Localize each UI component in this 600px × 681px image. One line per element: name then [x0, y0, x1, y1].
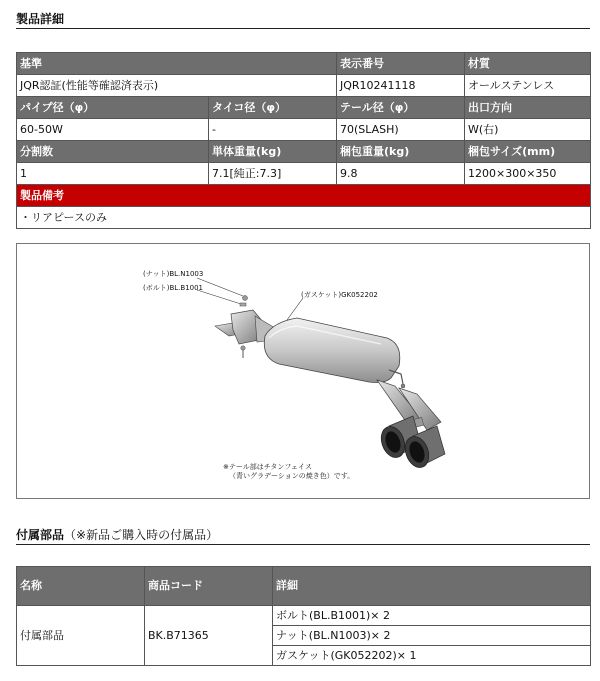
header-cell: 出口方向: [465, 97, 591, 119]
header-cell: 商品コード: [145, 567, 273, 606]
remarks-header: 製品備考: [17, 185, 591, 207]
table-row: [17, 207, 591, 229]
product-details-title: 製品詳細: [16, 12, 65, 26]
value-cell: 9.8: [337, 163, 465, 185]
spec-table: [16, 52, 591, 229]
header-cell: タイコ径（φ）: [209, 97, 337, 119]
value-cell: W(右): [465, 119, 591, 141]
value-cell: -: [209, 119, 337, 141]
accessory-detail: ガスケット(GK052202)× 1: [273, 646, 591, 666]
header-cell: 詳細: [273, 567, 591, 606]
gasket-label: (ガスケット)GK052202: [301, 291, 378, 299]
accessory-detail: ボルト(BL.B1001)× 2: [273, 606, 591, 626]
accessory-detail: ナット(BL.N1003)× 2: [273, 626, 591, 646]
header-cell: 梱包重量(kg): [337, 141, 465, 163]
header-cell: 単体重量(kg): [209, 141, 337, 163]
accessory-name: 付属部品: [17, 606, 145, 666]
table-row: [17, 606, 591, 626]
value-cell: JQR10241118: [337, 75, 465, 97]
table-row: [17, 97, 591, 119]
table-row: [17, 119, 591, 141]
accessories-title: [16, 526, 218, 543]
tail-note-line2: （青いグラデーションの焼き色）です。: [229, 472, 355, 480]
accessories-title-text: 付属部品: [16, 528, 65, 542]
accessories-title-note: （※新品ご購入時の付属品）: [64, 528, 219, 542]
header-cell: 基準: [17, 53, 337, 75]
remarks-value: ・リアピースのみ: [17, 207, 591, 229]
accessory-code: BK.B71365: [145, 606, 273, 666]
table-row: [17, 567, 591, 606]
header-cell: 分割数: [17, 141, 209, 163]
accessories-table: [16, 566, 591, 666]
header-cell: 材質: [465, 53, 591, 75]
title-divider: [16, 28, 590, 29]
value-cell: 7.1[純正:7.3]: [209, 163, 337, 185]
table-row: [17, 75, 591, 97]
muffler-illustration: [17, 244, 589, 498]
value-cell: 60-50W: [17, 119, 209, 141]
header-cell: パイプ径（φ）: [17, 97, 209, 119]
value-cell: JQR認証(性能等確認済表示): [17, 75, 337, 97]
value-cell: 70(SLASH): [337, 119, 465, 141]
header-cell: テール径（φ）: [337, 97, 465, 119]
header-cell: 表示番号: [337, 53, 465, 75]
bolt-label: (ボルト)BL.B1001: [143, 284, 204, 292]
exhaust-diagram: [16, 243, 590, 499]
table-row: [17, 141, 591, 163]
value-cell: 1200×300×350: [465, 163, 591, 185]
value-cell: オールステンレス: [465, 75, 591, 97]
nut-label: (ナット)BL.N1003: [143, 270, 204, 278]
tail-note-line1: ※テール部はチタンフェイス: [223, 463, 312, 471]
header-cell: 梱包サイズ(mm): [465, 141, 591, 163]
table-row: [17, 163, 591, 185]
accessories-divider: [16, 544, 590, 545]
table-row: [17, 185, 591, 207]
header-cell: 名称: [17, 567, 145, 606]
table-row: [17, 53, 591, 75]
value-cell: 1: [17, 163, 209, 185]
